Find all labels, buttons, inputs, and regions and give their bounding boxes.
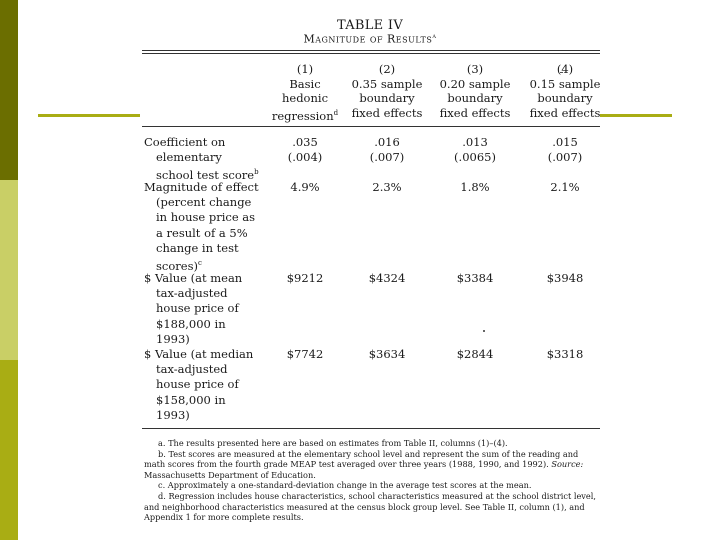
table-cell: $3948 xyxy=(546,271,584,285)
table-cell: 1.8% xyxy=(460,180,490,194)
column-header-1: (1) Basic hedonic regression$^d$ xyxy=(271,62,339,123)
table-title: TABLE IV xyxy=(336,18,404,33)
table-cell: 4.9% xyxy=(290,180,320,194)
table-cell: .035 (.004) xyxy=(287,135,323,165)
table-cell: .015 (.007) xyxy=(547,135,583,165)
column-header-2: (2) 0.35 sample boundary fixed effects xyxy=(351,62,423,120)
row-label-magnitude: Magnitude of effect (percent change in house price as a result of a 5% change in test scores)$^c$ xyxy=(144,180,259,273)
top-rule-double xyxy=(142,53,600,54)
table-cell: $3634 xyxy=(368,347,406,361)
bottom-rule xyxy=(142,428,600,429)
accent-line-right xyxy=(600,114,672,117)
column-header-3: (3) 0.20 sample boundary fixed effects xyxy=(439,62,511,120)
table-cell: $3318 xyxy=(546,347,584,361)
top-rule xyxy=(142,50,600,51)
note-b: b. Test scores are measured at the elementary school level and represent the sum of the reading and math scores from the fourth grade MEAP test averaged over three years (1988, 1990, and 1992). Source: Massachusetts Department of Education. xyxy=(144,448,584,480)
left-stripe-top xyxy=(0,0,18,180)
table-cell: $9212 xyxy=(286,271,324,285)
table-cell: .013 (.0065) xyxy=(454,135,496,165)
table-cell: .016 (.007) xyxy=(369,135,405,165)
row-label-value-median: $ Value (at median tax-adjusted house price of $158,000 in 1993) xyxy=(144,347,254,422)
table-cell: $7742 xyxy=(286,347,324,361)
table-cell: $2844 xyxy=(456,347,494,361)
row-label-value-mean: $ Value (at mean tax-adjusted house price of $188,000 in 1993) xyxy=(144,271,243,346)
table-cell: 2.3% xyxy=(372,180,402,194)
accent-line-left xyxy=(38,114,140,117)
table-notes xyxy=(144,438,600,523)
header-rule xyxy=(142,126,600,127)
left-stripe-middle xyxy=(0,180,18,360)
table-cell: $4324 xyxy=(368,271,406,285)
table-cell: $3384 xyxy=(456,271,494,285)
scan-artifact xyxy=(483,330,485,332)
table-cell: 2.1% xyxy=(550,180,580,194)
note-c: c. Approximately a one-standard-deviation change in the average test scores at the mean. xyxy=(158,480,532,491)
scanned-table xyxy=(140,0,600,540)
row-label-coefficient: Coefficient on elementary school test score$^b$ xyxy=(144,135,259,183)
table-subtitle: Magnitude of Results$^a$ xyxy=(303,32,437,46)
note-a: a. The results presented here are based on estimates from Table II, columns (1)–(4). xyxy=(158,438,508,448)
left-stripe-bottom xyxy=(0,360,18,540)
column-header-4: (4) 0.15 sample boundary fixed effects xyxy=(529,62,601,120)
note-d: d. Regression includes house characteristics, school characteristics measured at the school district level, and neighborhood characteristics measured at the census block group level. See Table II, column (1), and Appendix 1 for more complete results. xyxy=(144,490,596,523)
